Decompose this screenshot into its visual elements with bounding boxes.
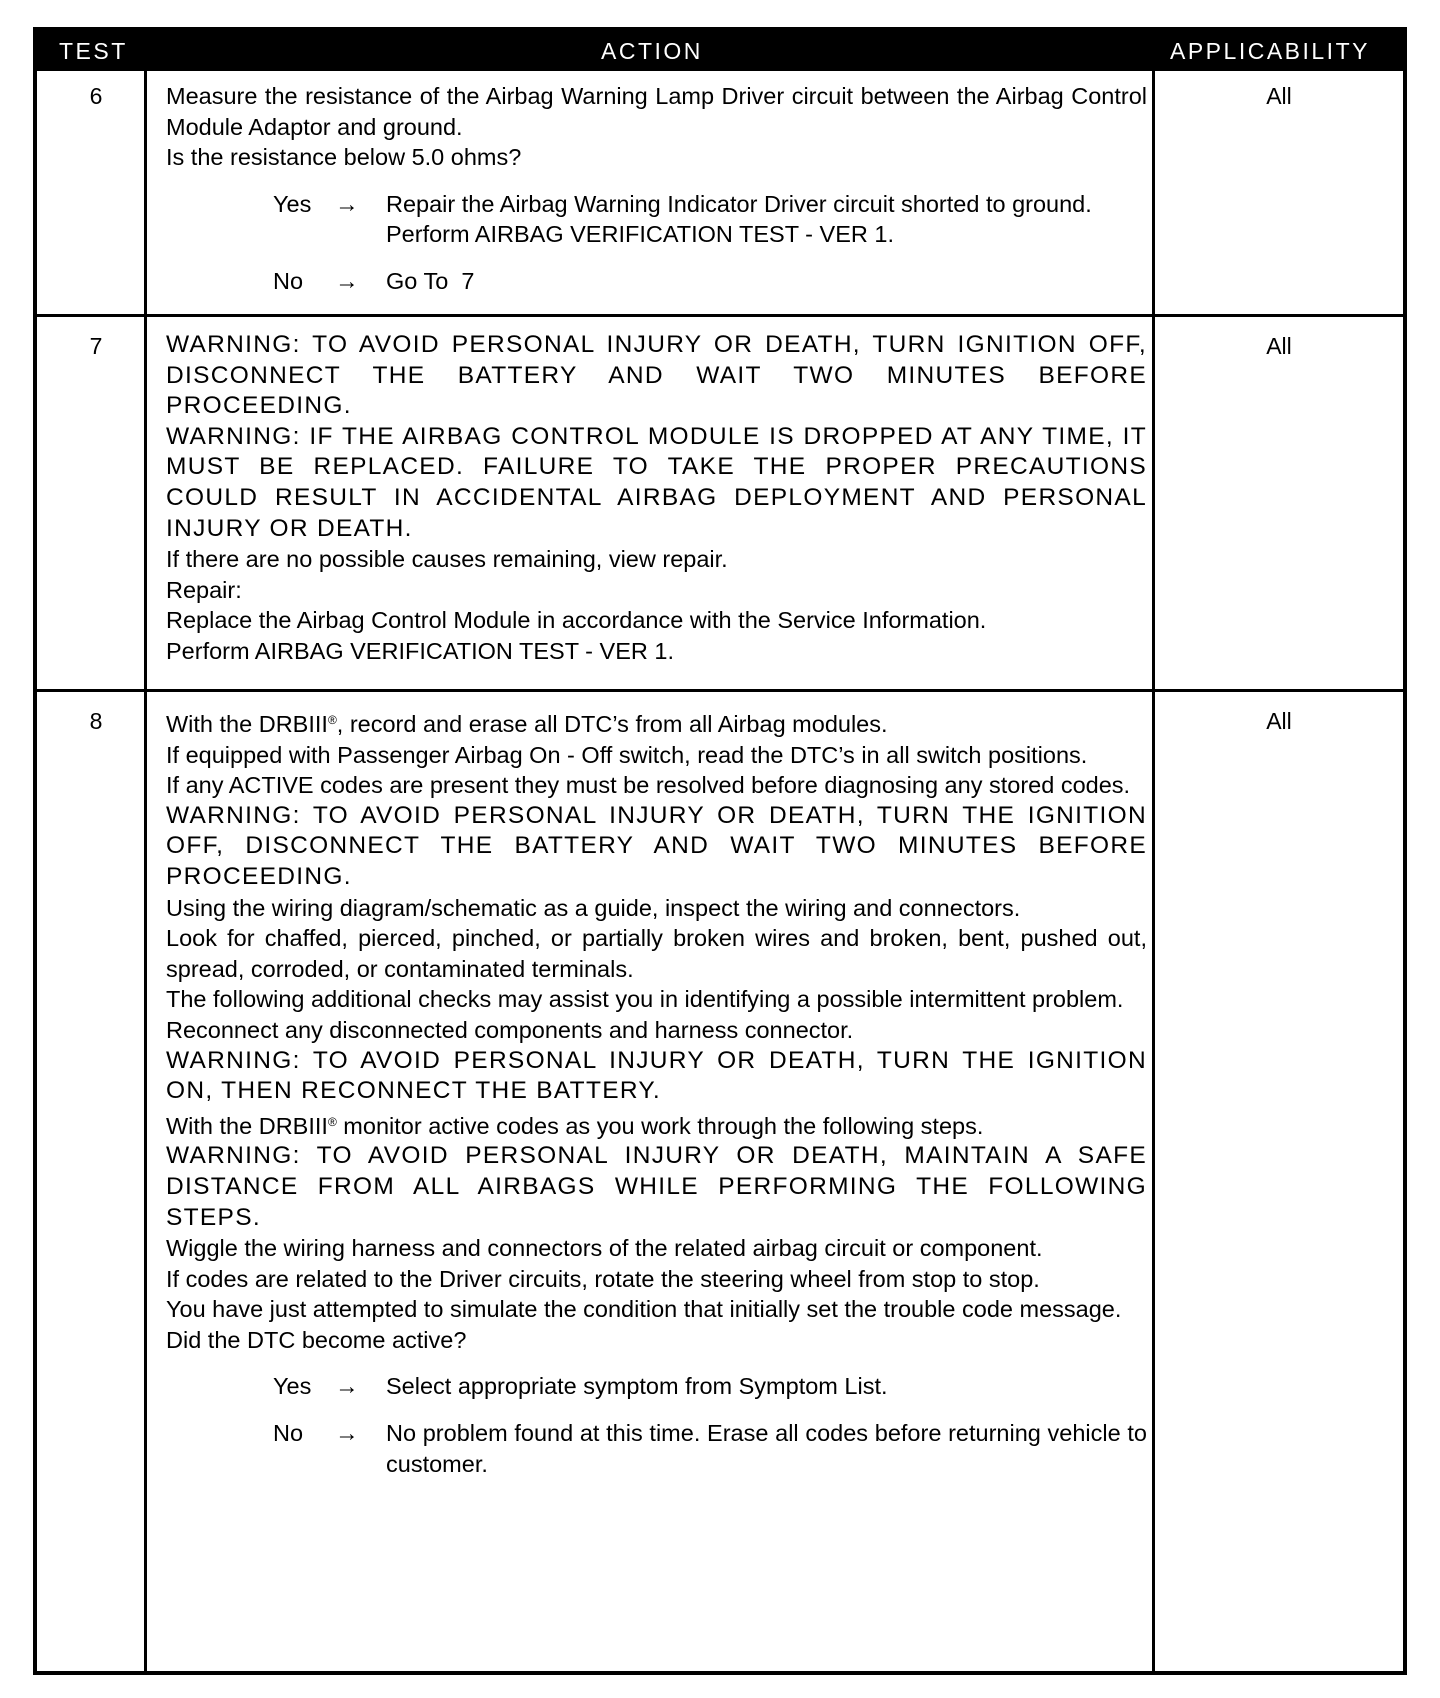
action-cell xyxy=(166,81,1147,297)
column-divider xyxy=(1152,71,1155,1675)
action-text: Is the resistance below 5.0 ohms? xyxy=(166,144,522,171)
yes-response xyxy=(166,189,1147,250)
repair-text: Replace the Airbag Control Module in accordance with the Service Information. xyxy=(166,607,987,634)
no-response xyxy=(166,266,1147,297)
warning-text: WARNING: TO AVOID PERSONAL INJURY OR DEATH, TURN IGNITION OFF, DISCONNECT THE BATTERY AND WAIT TWO MINUTES BEFORE PROCEEDING. xyxy=(166,331,1147,420)
yes-response xyxy=(166,1371,1147,1402)
repair-label: Repair: xyxy=(166,576,242,603)
yes-label: Yes xyxy=(273,190,312,217)
action-text: Measure the resistance of the Airbag Warning Lamp Driver circuit between the Airbag Control Module Adaptor and ground. xyxy=(166,83,1147,140)
yes-text: Select appropriate symptom from Symptom List. xyxy=(386,1373,888,1400)
action-cell xyxy=(166,705,1147,1479)
header-test: TEST xyxy=(59,38,128,64)
yes-text: Perform AIRBAG VERIFICATION TEST - VER 1. xyxy=(386,221,894,248)
action-text: With the DRBIII®, record and erase all DTC’s from all Airbag modules. xyxy=(166,711,888,737)
row-divider xyxy=(37,689,1403,692)
applicability-value: All xyxy=(1266,708,1292,734)
test-number: 8 xyxy=(89,708,103,734)
table-header xyxy=(37,31,1403,71)
arrow-icon: → xyxy=(335,190,359,217)
arrow-icon: → xyxy=(335,267,359,294)
no-label: No xyxy=(273,1420,304,1447)
test-number: 6 xyxy=(89,83,103,109)
action-text: Did the DTC become active? xyxy=(166,1326,467,1353)
header-applicability: APPLICABILITY xyxy=(1170,38,1370,64)
action-text: Look for chaffed, pierced, pinched, or partially broken wires and broken, bent, pushed out, spread, corroded, or contaminated terminals. xyxy=(166,925,1147,982)
no-response xyxy=(166,1418,1147,1479)
yes-text: Repair the Airbag Warning Indicator Driver circuit shorted to ground. xyxy=(386,190,1092,217)
action-text: If equipped with Passenger Airbag On - Off switch, read the DTC’s in all switch positions. xyxy=(166,741,1088,768)
warning-text: WARNING: TO AVOID PERSONAL INJURY OR DEATH, TURN THE IGNITION ON, THEN RECONNECT THE BATTERY. xyxy=(166,1046,1147,1105)
action-text: You have just attempted to simulate the condition that initially set the trouble code message. xyxy=(166,1296,1122,1323)
arrow-icon: → xyxy=(335,1420,359,1447)
action-text: If there are no possible causes remaining, view repair. xyxy=(166,546,728,573)
action-text: If codes are related to the Driver circuits, rotate the steering wheel from stop to stop. xyxy=(166,1265,1040,1292)
action-text: Wiggle the wiring harness and connectors of the related airbag circuit or component. xyxy=(166,1235,1043,1262)
action-text: With the DRBIII® monitor active codes as you work through the following steps. xyxy=(166,1112,984,1139)
applicability-value: All xyxy=(1266,83,1292,109)
no-text: Go To 7 xyxy=(386,267,475,294)
row-divider xyxy=(37,314,1403,317)
action-text: If any ACTIVE codes are present they must be resolved before diagnosing any stored codes. xyxy=(166,772,1131,799)
warning-text: WARNING: TO AVOID PERSONAL INJURY OR DEATH, MAINTAIN A SAFE DISTANCE FROM ALL AIRBAGS WHILE PERFORMING THE FOLLOWING STEPS. xyxy=(166,1142,1147,1231)
action-text: Reconnect any disconnected components and harness connector. xyxy=(166,1016,854,1043)
action-cell xyxy=(166,330,1147,667)
no-text: No problem found at this time. Erase all codes before returning vehicle to customer. xyxy=(386,1420,1147,1477)
registered-mark: ® xyxy=(327,713,337,727)
header-action: ACTION xyxy=(601,38,703,64)
test-number: 7 xyxy=(89,333,103,359)
diagnostic-table xyxy=(33,27,1407,1675)
no-label: No xyxy=(273,267,304,294)
warning-text: WARNING: TO AVOID PERSONAL INJURY OR DEATH, TURN THE IGNITION OFF, DISCONNECT THE BATTERY AND WAIT TWO MINUTES BEFORE PROCEEDING. xyxy=(166,801,1147,890)
action-text: Using the wiring diagram/schematic as a guide, inspect the wiring and connectors. xyxy=(166,894,1021,921)
yes-label: Yes xyxy=(273,1373,312,1400)
action-text: The following additional checks may assist you in identifying a possible intermittent problem. xyxy=(166,986,1124,1013)
warning-text: WARNING: IF THE AIRBAG CONTROL MODULE IS DROPPED AT ANY TIME, IT MUST BE REPLACED. FAILURE TO TAKE THE PROPER PRECAUTIONS COULD RESULT IN ACCIDENTAL AIRBAG DEPLOYMENT AND PERSONAL INJURY OR DEATH. xyxy=(166,422,1147,542)
registered-mark: ® xyxy=(327,1114,337,1129)
column-divider xyxy=(144,71,147,1675)
repair-text: Perform AIRBAG VERIFICATION TEST - VER 1. xyxy=(166,637,674,664)
applicability-value: All xyxy=(1266,333,1292,359)
arrow-icon: → xyxy=(335,1373,359,1400)
